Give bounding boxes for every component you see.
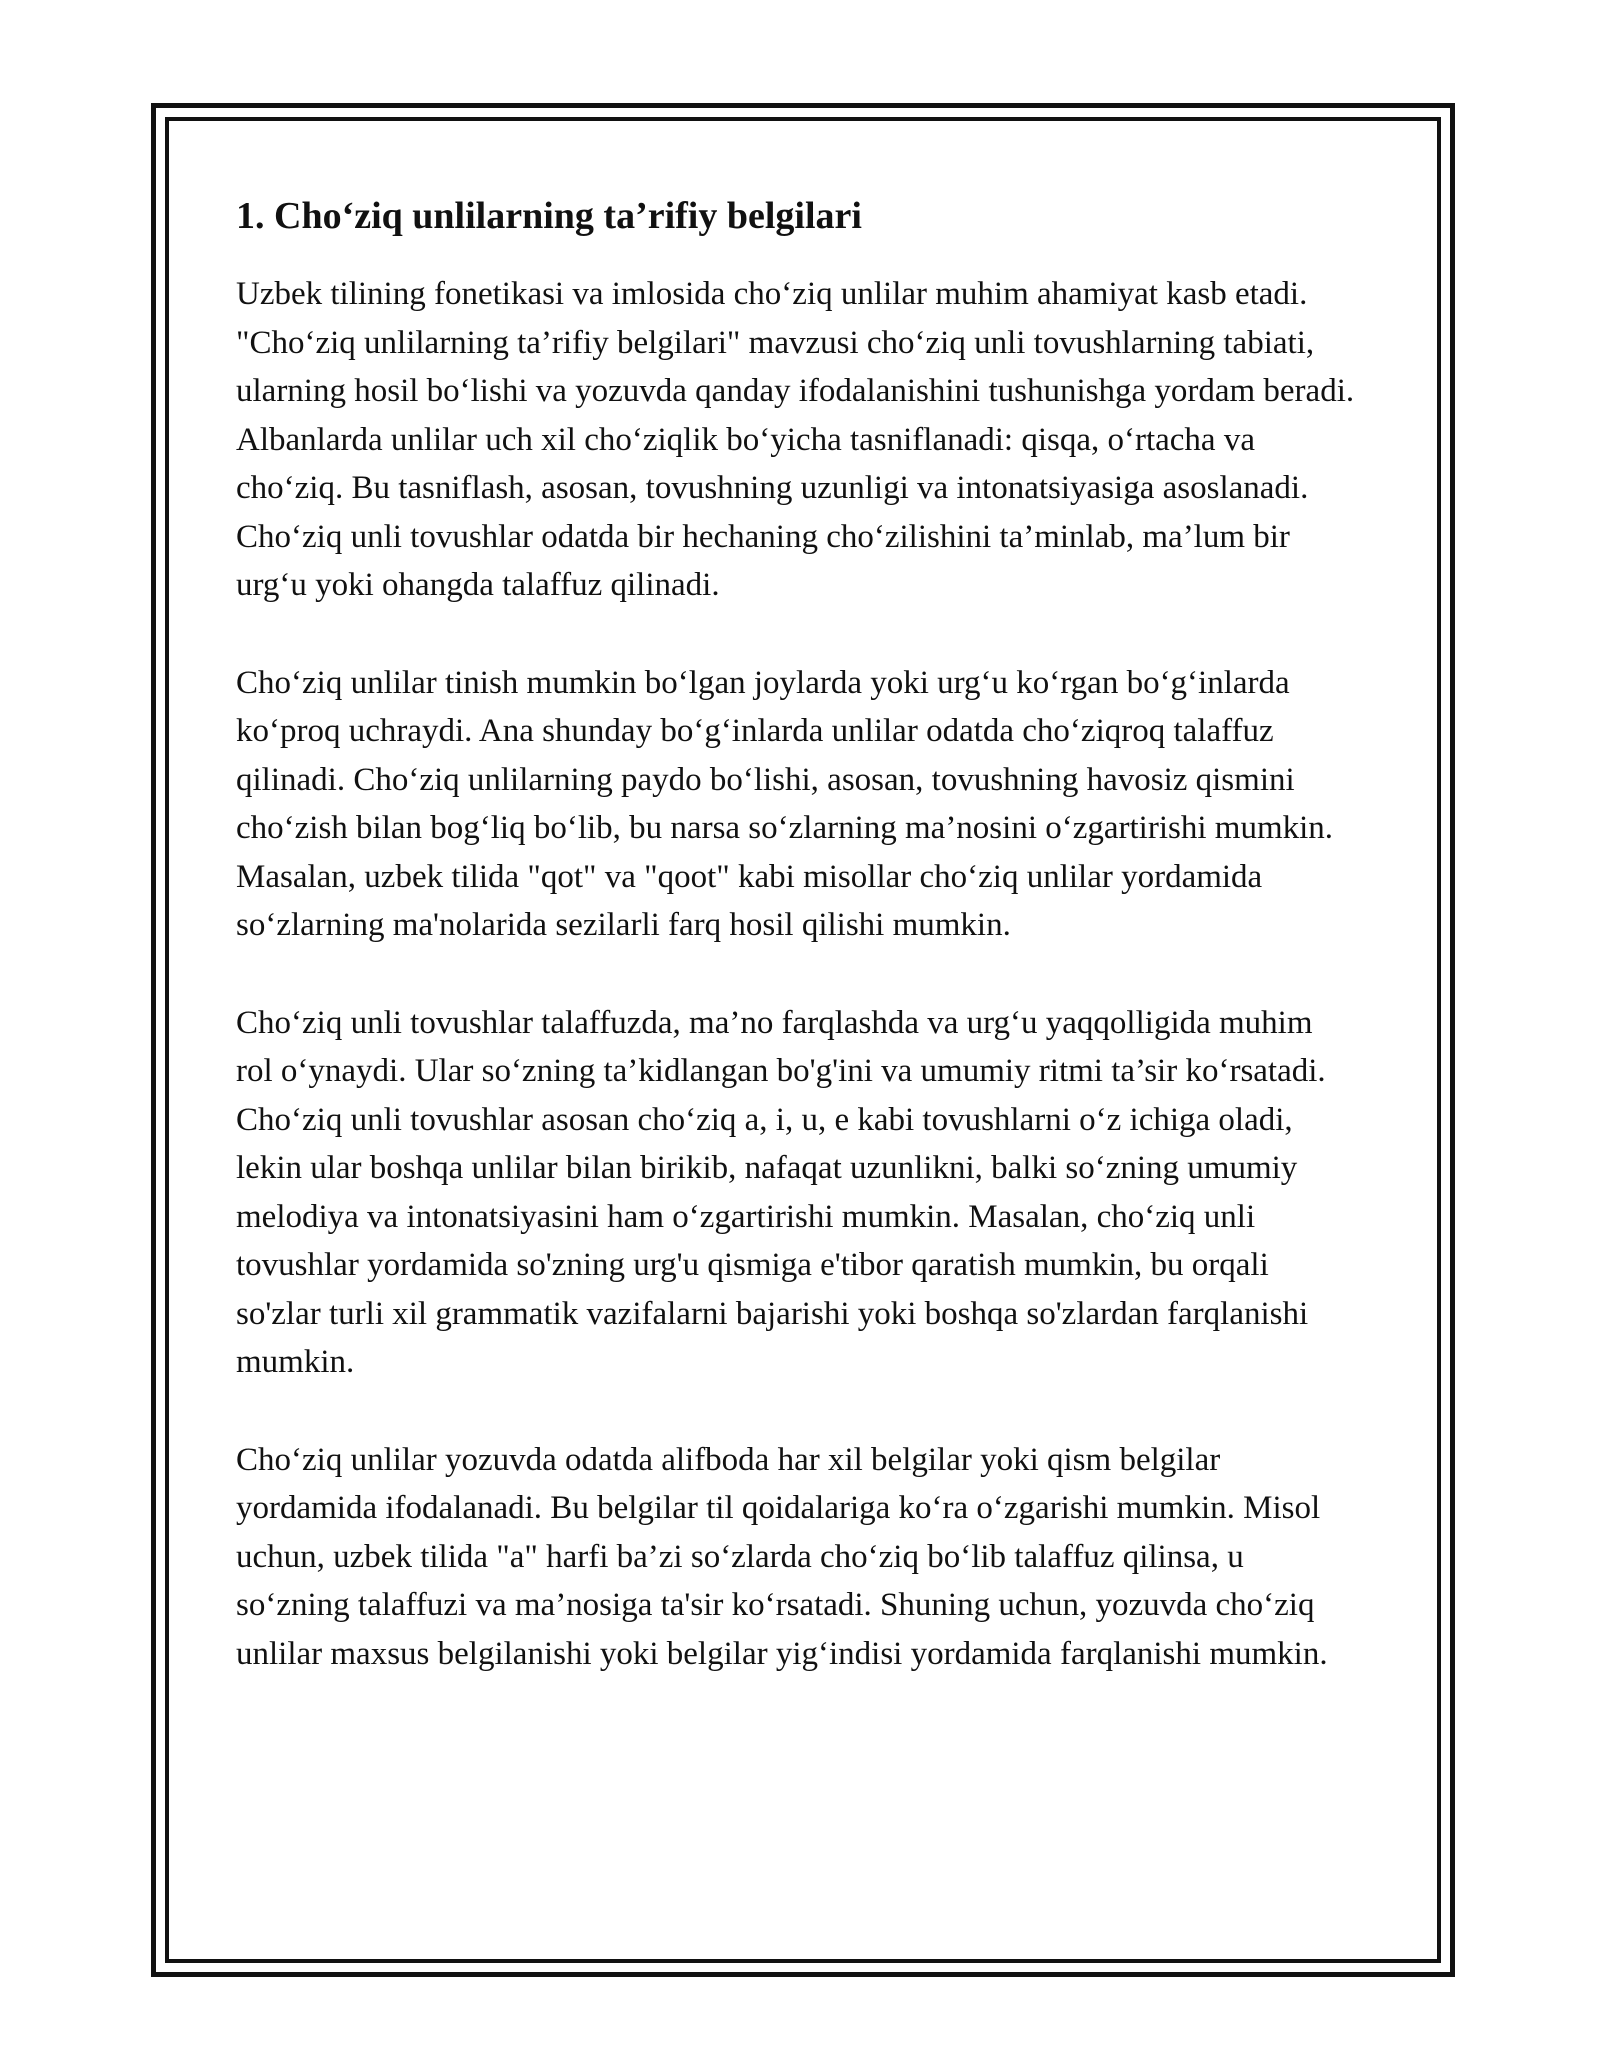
paragraph-2: Cho‘ziq unlilar tinish mumkin bo‘lgan joylarda yoki urg‘u ko‘rgan bo‘g‘inlarda ko‘proq uchraydi. Ana shunday bo‘g‘inlarda unlilar odatda cho‘ziqroq talaffuz qilinadi. Cho‘ziq unlilarning paydo bo‘lishi, asosan, tovushning havosiz qismini cho‘zish bilan bog‘liq bo‘lib, bu narsa so‘zlarning ma’nosini o‘zgartirishi mumkin. Masalan, uzbek tilida "qot" va "qoot" kabi misollar cho‘ziq unlilar yordamida so‘zlarning ma'nolarida sezilarli farq hosil qilishi mumkin. bbox=[236, 664, 1334, 943]
paragraph-4: Cho‘ziq unlilar yozuvda odatda alifboda har xil belgilar yoki qism belgilar yordamida ifodalanadi. Bu belgilar til qoidalariga ko‘ra o‘zgarishi mumkin. Misol uchun, uzbek tilida "a" harfi ba’zi so‘zlarda cho‘ziq bo‘lib talaffuz qilinsa, u so‘zning talaffuzi va ma’nosiga ta'sir ko‘rsatadi. Shuning uchun, yozuvda cho‘ziq unlilar maxsus belgilanishi yoki belgilar yig‘indisi yordamida farqlanishi mumkin. bbox=[236, 1441, 1328, 1672]
section-heading: 1. Cho‘ziq unlilarning ta’rifiy belgilari bbox=[236, 195, 862, 237]
paragraph-3: Cho‘ziq unli tovushlar talaffuzda, ma’no farqlashda va urg‘u yaqqolligida muhim rol o‘ynaydi. Ular so‘zning ta’kidlangan bo'g'ini va umumiy ritmi ta’sir ko‘rsatadi. Cho‘ziq unli tovushlar asosan cho‘ziq a, i, u, e kabi tovushlarni o‘z ichiga oladi, lekin ular boshqa unlilar bilan birikib, nafaqat uzunlikni, balki so‘zning umumiy melodiya va intonatsiyasini ham o‘zgartirishi mumkin. Masalan, cho‘ziq unli tovushlar yordamida so'zning urg'u qismiga e'tibor qaratish mumkin, bu orqali so'zlar turli xil grammatik vazifalarni bajarishi yoki boshqa so'zlardan farqlanishi mumkin. bbox=[236, 1004, 1326, 1380]
document-body bbox=[236, 188, 1356, 1727]
paragraph-1: Uzbek tilining fonetikasi va imlosida cho‘ziq unlilar muhim ahamiyat kasb etadi. "Cho‘ziq unlilarning ta’rifiy belgilari" mavzusi cho‘ziq unli tovushlarning tabiati, ularning hosil bo‘lishi va yozuvda qanday ifodalanishini tushunishga yordam beradi. Albanlarda unlilar uch xil cho‘ziqlik bo‘yicha tasniflanadi: qisqa, o‘rtacha va cho‘ziq. Bu tasniflash, asosan, tovushning uzunligi va intonatsiyasiga asoslanadi. Cho‘ziq unli tovushlar odatda bir hechaning cho‘zilishini ta’minlab, ma’lum bir urg‘u yoki ohangda talaffuz qilinadi. bbox=[236, 276, 1355, 603]
